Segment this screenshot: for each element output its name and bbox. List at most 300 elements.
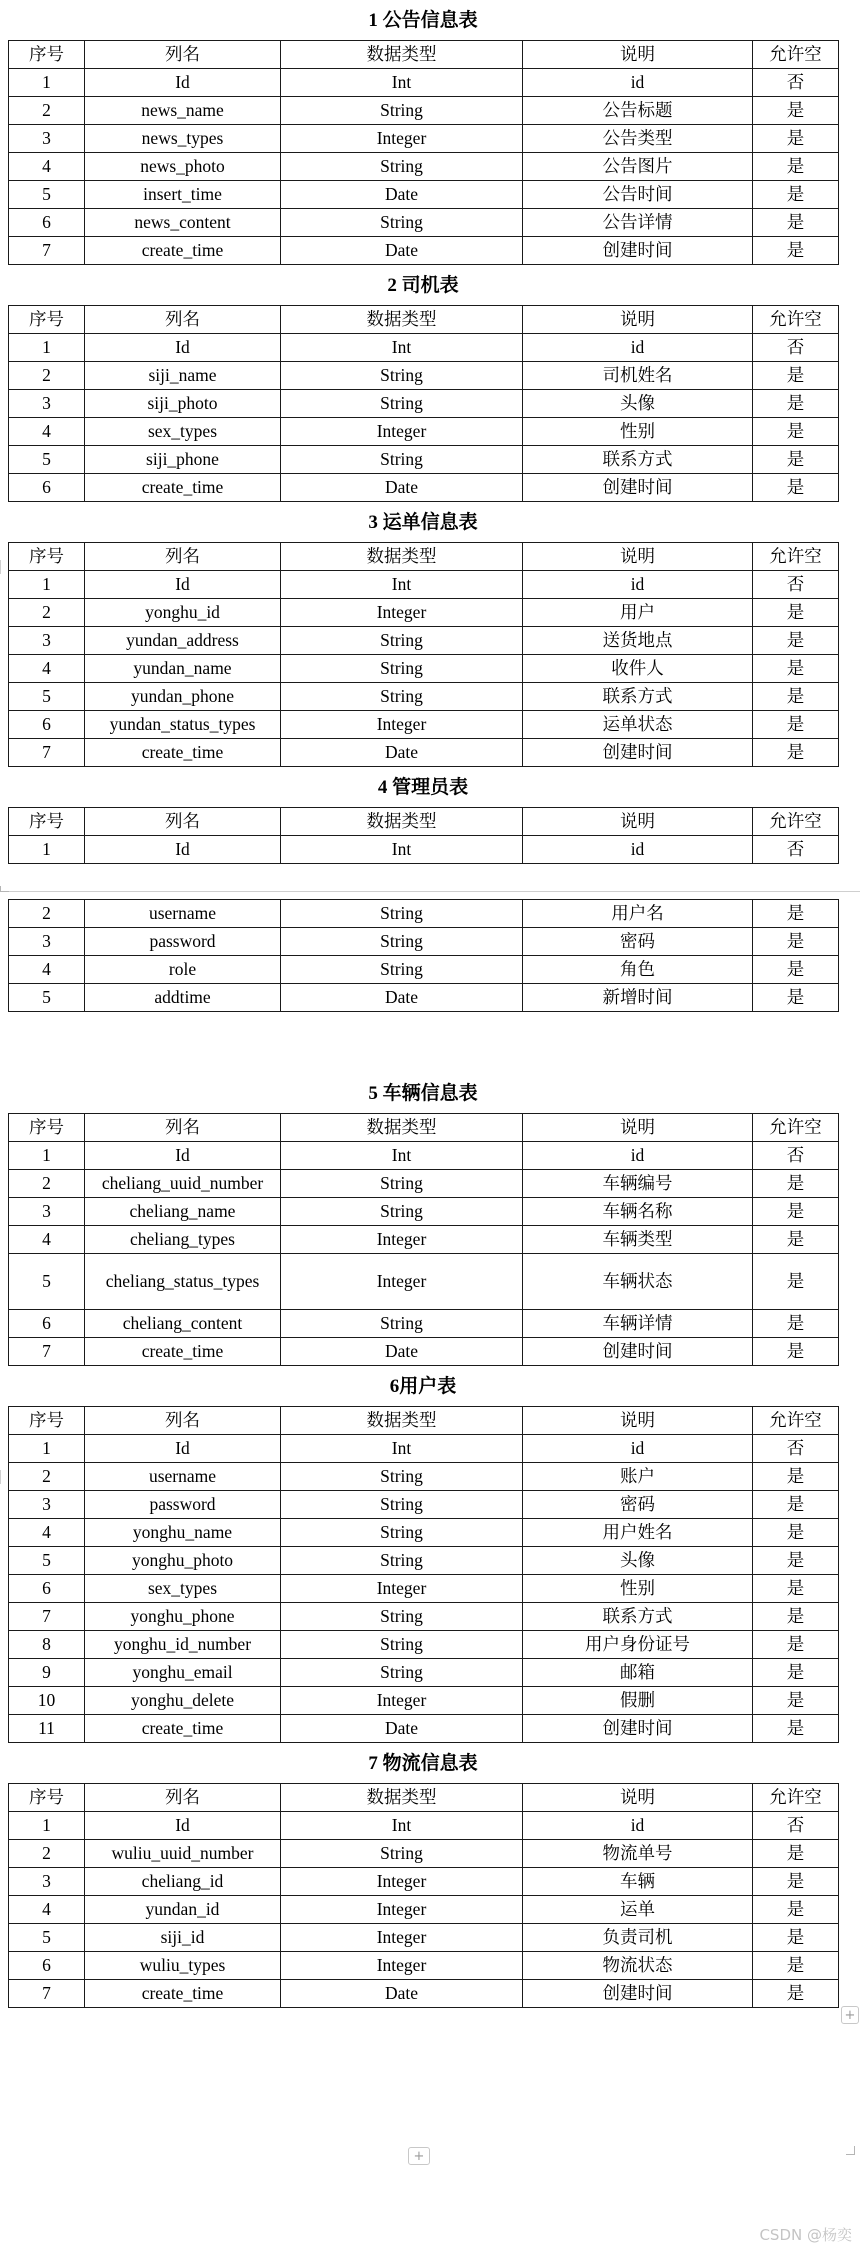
cell-no[interactable]: 4 (9, 153, 85, 181)
cell-desc[interactable]: 新增时间 (523, 984, 753, 1012)
cell-no[interactable]: 7 (9, 1980, 85, 2008)
cell-no[interactable]: 3 (9, 1198, 85, 1226)
cell-nullable[interactable]: 否 (753, 571, 839, 599)
cell-type[interactable]: String (281, 1519, 523, 1547)
cell-desc[interactable]: 创建时间 (523, 1980, 753, 2008)
spacer (8, 1012, 838, 1073)
cell-type[interactable]: Int (281, 836, 523, 864)
header-cell-column: 列名 (85, 1784, 281, 1812)
cell-column[interactable]: sex_types (85, 1575, 281, 1603)
cell-no[interactable]: 7 (9, 1603, 85, 1631)
cell-type[interactable]: Integer (281, 418, 523, 446)
cell-no[interactable]: 6 (9, 1952, 85, 1980)
table-row (9, 1575, 839, 1603)
cell-desc[interactable]: 性别 (523, 418, 753, 446)
cell-desc[interactable]: 公告类型 (523, 125, 753, 153)
cell-desc[interactable]: 物流单号 (523, 1840, 753, 1868)
cell-column[interactable]: username (85, 1463, 281, 1491)
cell-nullable[interactable]: 是 (753, 1896, 839, 1924)
cell-type[interactable]: String (281, 683, 523, 711)
cell-column[interactable]: yonghu_name (85, 1519, 281, 1547)
cell-desc[interactable]: 车辆详情 (523, 1310, 753, 1338)
cell-no[interactable]: 1 (9, 334, 85, 362)
cell-column[interactable]: Id (85, 69, 281, 97)
cell-type[interactable]: String (281, 97, 523, 125)
cell-column[interactable]: wuliu_types (85, 1952, 281, 1980)
cell-desc[interactable]: 创建时间 (523, 1338, 753, 1366)
cell-column[interactable]: yonghu_id (85, 599, 281, 627)
cell-type[interactable]: Integer (281, 1896, 523, 1924)
cell-nullable[interactable]: 是 (753, 390, 839, 418)
table-row (9, 1338, 839, 1366)
cell-column[interactable]: Id (85, 1435, 281, 1463)
cell-desc[interactable]: 车辆状态 (523, 1254, 753, 1310)
table-caption: 6用户表 (389, 1376, 457, 1397)
cell-type[interactable]: Integer (281, 1868, 523, 1896)
header-cell-nullable: 允许空 (753, 1407, 839, 1435)
cell-no[interactable]: 2 (9, 1170, 85, 1198)
cell-nullable[interactable]: 是 (753, 900, 839, 928)
cell-no[interactable]: 2 (9, 1463, 85, 1491)
cell-desc[interactable]: 性别 (523, 1575, 753, 1603)
cell-no[interactable]: 1 (9, 1142, 85, 1170)
cell-no[interactable]: 2 (9, 97, 85, 125)
cell-nullable[interactable]: 是 (753, 1491, 839, 1519)
cell-no[interactable]: 4 (9, 1519, 85, 1547)
cell-desc[interactable]: 运单状态 (523, 711, 753, 739)
cell-no[interactable]: 1 (9, 836, 85, 864)
cell-nullable[interactable]: 是 (753, 1603, 839, 1631)
cell-nullable[interactable]: 是 (753, 956, 839, 984)
cell-column[interactable]: yundan_phone (85, 683, 281, 711)
cell-column[interactable]: password (85, 928, 281, 956)
cell-type[interactable]: Date (281, 984, 523, 1012)
cell-column[interactable]: yonghu_photo (85, 1547, 281, 1575)
cell-no[interactable]: 6 (9, 711, 85, 739)
cell-desc[interactable]: 收件人 (523, 655, 753, 683)
cell-column[interactable]: Id (85, 1812, 281, 1840)
cell-no[interactable]: 2 (9, 1840, 85, 1868)
cell-desc[interactable]: 公告标题 (523, 97, 753, 125)
cell-column[interactable]: insert_time (85, 181, 281, 209)
table-header-row (9, 1784, 839, 1812)
cell-column[interactable]: cheliang_types (85, 1226, 281, 1254)
cell-type[interactable]: String (281, 1547, 523, 1575)
cell-nullable[interactable]: 是 (753, 209, 839, 237)
header-cell-column: 列名 (85, 41, 281, 69)
cell-no[interactable]: 3 (9, 390, 85, 418)
cell-no[interactable]: 1 (9, 1812, 85, 1840)
cell-no[interactable]: 2 (9, 599, 85, 627)
cell-desc[interactable]: 负责司机 (523, 1924, 753, 1952)
cell-no[interactable]: 5 (9, 984, 85, 1012)
cell-desc[interactable]: 物流状态 (523, 1952, 753, 1980)
table-row (9, 209, 839, 237)
cell-column[interactable]: Id (85, 836, 281, 864)
cell-nullable[interactable]: 是 (753, 1170, 839, 1198)
header-cell-desc: 说明 (523, 1114, 753, 1142)
cell-desc[interactable]: 车辆类型 (523, 1226, 753, 1254)
cell-nullable[interactable]: 是 (753, 1338, 839, 1366)
cell-desc[interactable]: 用户名 (523, 900, 753, 928)
table-header-row (9, 1114, 839, 1142)
table-row (9, 1952, 839, 1980)
cell-column[interactable]: yundan_name (85, 655, 281, 683)
cell-type[interactable]: String (281, 956, 523, 984)
cell-type[interactable]: String (281, 1840, 523, 1868)
cell-no[interactable]: 6 (9, 1575, 85, 1603)
cell-desc[interactable]: 创建时间 (523, 237, 753, 265)
cell-desc[interactable]: 用户 (523, 599, 753, 627)
cell-column[interactable]: create_time (85, 739, 281, 767)
cell-desc[interactable]: 联系方式 (523, 683, 753, 711)
table-row (9, 181, 839, 209)
cell-column[interactable]: news_photo (85, 153, 281, 181)
table-row (9, 956, 839, 984)
cell-nullable[interactable]: 是 (753, 1924, 839, 1952)
cell-desc[interactable]: 运单 (523, 1896, 753, 1924)
add-column-button[interactable]: + (841, 2006, 859, 2024)
cell-type[interactable]: Integer (281, 1226, 523, 1254)
page-edge-marker (0, 1470, 5, 1484)
cell-type[interactable]: Date (281, 474, 523, 502)
table-row (9, 1924, 839, 1952)
cell-no[interactable]: 4 (9, 655, 85, 683)
cell-nullable[interactable]: 是 (753, 446, 839, 474)
cell-nullable[interactable]: 是 (753, 1198, 839, 1226)
cell-type[interactable]: String (281, 390, 523, 418)
cell-type[interactable]: String (281, 900, 523, 928)
cell-no[interactable]: 5 (9, 1547, 85, 1575)
cell-desc[interactable]: id (523, 571, 753, 599)
field-table (8, 305, 839, 502)
cell-type[interactable]: Int (281, 571, 523, 599)
table-row (9, 418, 839, 446)
header-cell-no: 序号 (9, 1407, 85, 1435)
cell-type[interactable]: String (281, 1170, 523, 1198)
table-row (9, 1840, 839, 1868)
cell-desc[interactable]: 密码 (523, 928, 753, 956)
cell-no[interactable]: 3 (9, 125, 85, 153)
cell-type[interactable]: Integer (281, 1924, 523, 1952)
cell-desc[interactable]: 车辆名称 (523, 1198, 753, 1226)
cell-column[interactable]: create_time (85, 474, 281, 502)
cell-desc[interactable]: 联系方式 (523, 1603, 753, 1631)
cell-no[interactable]: 2 (9, 362, 85, 390)
cell-no[interactable]: 5 (9, 181, 85, 209)
cell-type[interactable]: Date (281, 237, 523, 265)
cell-no[interactable]: 5 (9, 1254, 85, 1310)
cell-column[interactable]: yundan_status_types (85, 711, 281, 739)
cell-nullable[interactable]: 是 (753, 1575, 839, 1603)
cell-column[interactable]: Id (85, 571, 281, 599)
cell-type[interactable]: Integer (281, 1575, 523, 1603)
cell-column[interactable]: password (85, 1491, 281, 1519)
cell-desc[interactable]: 头像 (523, 1547, 753, 1575)
cell-desc[interactable]: 头像 (523, 390, 753, 418)
cell-column[interactable]: yundan_id (85, 1896, 281, 1924)
cell-no[interactable]: 6 (9, 209, 85, 237)
cell-column[interactable]: yonghu_email (85, 1659, 281, 1687)
cell-type[interactable]: Int (281, 334, 523, 362)
cell-type[interactable]: Integer (281, 1254, 523, 1310)
cell-type[interactable]: Date (281, 1338, 523, 1366)
cell-type[interactable]: String (281, 362, 523, 390)
cell-nullable[interactable]: 是 (753, 1840, 839, 1868)
cell-nullable[interactable]: 是 (753, 984, 839, 1012)
cell-no[interactable]: 3 (9, 928, 85, 956)
table-row (9, 1659, 839, 1687)
header-cell-desc: 说明 (523, 1407, 753, 1435)
cell-desc[interactable]: id (523, 1435, 753, 1463)
cell-type[interactable]: String (281, 1198, 523, 1226)
cell-column[interactable]: Id (85, 334, 281, 362)
cell-type[interactable]: String (281, 1659, 523, 1687)
cell-column[interactable]: news_name (85, 97, 281, 125)
cell-desc[interactable]: 车辆编号 (523, 1170, 753, 1198)
cell-nullable[interactable]: 否 (753, 1142, 839, 1170)
cell-column[interactable]: cheliang_status_types (85, 1254, 281, 1310)
cell-no[interactable]: 7 (9, 739, 85, 767)
field-table (8, 1113, 839, 1366)
cell-type[interactable]: String (281, 928, 523, 956)
cell-column[interactable]: sex_types (85, 418, 281, 446)
cell-type[interactable]: String (281, 1463, 523, 1491)
cell-no[interactable]: 2 (9, 900, 85, 928)
cell-column[interactable]: create_time (85, 1980, 281, 2008)
cell-desc[interactable]: 密码 (523, 1491, 753, 1519)
cell-nullable[interactable]: 是 (753, 1463, 839, 1491)
table-caption: 2 司机表 (387, 275, 459, 296)
cell-type[interactable]: String (281, 1491, 523, 1519)
cell-no[interactable]: 7 (9, 237, 85, 265)
cell-nullable[interactable]: 是 (753, 1254, 839, 1310)
cell-type[interactable]: Integer (281, 599, 523, 627)
cell-type[interactable]: Integer (281, 125, 523, 153)
cell-nullable[interactable]: 是 (753, 97, 839, 125)
cell-desc[interactable]: 用户姓名 (523, 1519, 753, 1547)
cell-no[interactable]: 4 (9, 956, 85, 984)
cell-desc[interactable]: 公告详情 (523, 209, 753, 237)
cell-nullable[interactable]: 是 (753, 1980, 839, 2008)
cell-type[interactable]: String (281, 627, 523, 655)
header-cell-no: 序号 (9, 1114, 85, 1142)
cell-nullable[interactable]: 是 (753, 1659, 839, 1687)
cell-desc[interactable]: id (523, 1142, 753, 1170)
cell-no[interactable]: 3 (9, 627, 85, 655)
cell-no[interactable]: 10 (9, 1687, 85, 1715)
table-row (9, 928, 839, 956)
page-break (8, 864, 838, 899)
cell-nullable[interactable]: 是 (753, 928, 839, 956)
cell-type[interactable]: String (281, 209, 523, 237)
cell-no[interactable]: 6 (9, 1310, 85, 1338)
cell-no[interactable]: 4 (9, 1226, 85, 1254)
cell-type[interactable]: String (281, 655, 523, 683)
cell-nullable[interactable]: 是 (753, 1631, 839, 1659)
cell-nullable[interactable]: 是 (753, 474, 839, 502)
cell-column[interactable]: cheliang_content (85, 1310, 281, 1338)
cell-nullable[interactable]: 是 (753, 655, 839, 683)
cell-desc[interactable]: 公告图片 (523, 153, 753, 181)
cell-desc[interactable]: id (523, 69, 753, 97)
cell-no[interactable]: 5 (9, 683, 85, 711)
cell-column[interactable]: create_time (85, 1338, 281, 1366)
cell-desc[interactable]: 车辆 (523, 1868, 753, 1896)
cell-desc[interactable]: 邮箱 (523, 1659, 753, 1687)
cell-type[interactable]: String (281, 1631, 523, 1659)
header-cell-desc: 说明 (523, 808, 753, 836)
cell-column[interactable]: create_time (85, 1715, 281, 1743)
cell-desc[interactable]: 账户 (523, 1463, 753, 1491)
cell-type[interactable]: Int (281, 1142, 523, 1170)
cell-no[interactable]: 6 (9, 474, 85, 502)
cell-column[interactable]: yonghu_phone (85, 1603, 281, 1631)
cell-column[interactable]: yonghu_id_number (85, 1631, 281, 1659)
cell-type[interactable]: Date (281, 181, 523, 209)
header-cell-column: 列名 (85, 1407, 281, 1435)
cell-no[interactable]: 1 (9, 69, 85, 97)
header-cell-column: 列名 (85, 1114, 281, 1142)
cell-nullable[interactable]: 是 (753, 739, 839, 767)
cell-desc[interactable]: 司机姓名 (523, 362, 753, 390)
header-cell-no: 序号 (9, 41, 85, 69)
cell-type[interactable]: Date (281, 1980, 523, 2008)
cell-nullable[interactable]: 是 (753, 711, 839, 739)
cell-type[interactable]: Integer (281, 1952, 523, 1980)
cell-nullable[interactable]: 是 (753, 1687, 839, 1715)
cell-nullable[interactable]: 否 (753, 1812, 839, 1840)
cell-nullable[interactable]: 否 (753, 334, 839, 362)
cell-column[interactable]: role (85, 956, 281, 984)
cell-desc[interactable]: 创建时间 (523, 1715, 753, 1743)
cell-nullable[interactable]: 否 (753, 69, 839, 97)
cell-nullable[interactable]: 是 (753, 125, 839, 153)
cell-column[interactable]: yundan_address (85, 627, 281, 655)
cell-desc[interactable]: 假删 (523, 1687, 753, 1715)
cell-type[interactable]: Int (281, 1812, 523, 1840)
cell-type[interactable]: Date (281, 1715, 523, 1743)
cell-column[interactable]: create_time (85, 237, 281, 265)
cell-column[interactable]: siji_photo (85, 390, 281, 418)
cell-no[interactable]: 5 (9, 1924, 85, 1952)
cell-type[interactable]: Integer (281, 1687, 523, 1715)
cell-column[interactable]: siji_id (85, 1924, 281, 1952)
page-break-line (0, 891, 860, 892)
field-table (8, 807, 839, 864)
cell-type[interactable]: String (281, 1310, 523, 1338)
cell-nullable[interactable]: 是 (753, 362, 839, 390)
cell-no[interactable]: 7 (9, 1338, 85, 1366)
cell-nullable[interactable]: 否 (753, 1435, 839, 1463)
table-row (9, 655, 839, 683)
cell-column[interactable]: cheliang_id (85, 1868, 281, 1896)
cell-column[interactable]: wuliu_uuid_number (85, 1840, 281, 1868)
cell-desc[interactable]: id (523, 1812, 753, 1840)
cell-no[interactable]: 5 (9, 446, 85, 474)
cell-column[interactable]: news_types (85, 125, 281, 153)
header-cell-desc: 说明 (523, 1784, 753, 1812)
cell-column[interactable]: siji_phone (85, 446, 281, 474)
cell-type[interactable]: Int (281, 69, 523, 97)
table-row (9, 711, 839, 739)
cell-nullable[interactable]: 是 (753, 181, 839, 209)
cell-nullable[interactable]: 是 (753, 683, 839, 711)
cell-column[interactable]: cheliang_uuid_number (85, 1170, 281, 1198)
cell-no[interactable]: 8 (9, 1631, 85, 1659)
header-cell-no: 序号 (9, 808, 85, 836)
add-row-button[interactable]: + (408, 2147, 430, 2165)
table-row (9, 836, 839, 864)
cell-column[interactable]: siji_name (85, 362, 281, 390)
cell-desc[interactable]: id (523, 836, 753, 864)
cell-nullable[interactable]: 是 (753, 627, 839, 655)
cell-nullable[interactable]: 是 (753, 153, 839, 181)
cell-desc[interactable]: 创建时间 (523, 474, 753, 502)
cell-no[interactable]: 3 (9, 1868, 85, 1896)
cell-nullable[interactable]: 是 (753, 1226, 839, 1254)
cell-type[interactable]: String (281, 446, 523, 474)
table-resize-handle[interactable] (846, 2146, 855, 2155)
cell-desc[interactable]: 联系方式 (523, 446, 753, 474)
cell-nullable[interactable]: 是 (753, 1952, 839, 1980)
cell-column[interactable]: Id (85, 1142, 281, 1170)
cell-no[interactable]: 1 (9, 1435, 85, 1463)
cell-nullable[interactable]: 是 (753, 237, 839, 265)
table-row (9, 984, 839, 1012)
header-cell-no: 序号 (9, 1784, 85, 1812)
cell-nullable[interactable]: 是 (753, 1310, 839, 1338)
cell-desc[interactable]: 角色 (523, 956, 753, 984)
cell-nullable[interactable]: 是 (753, 1868, 839, 1896)
header-cell-nullable: 允许空 (753, 306, 839, 334)
cell-no[interactable]: 3 (9, 1491, 85, 1519)
field-table (8, 1406, 839, 1743)
cell-no[interactable]: 4 (9, 1896, 85, 1924)
cell-no[interactable]: 9 (9, 1659, 85, 1687)
cell-nullable[interactable]: 是 (753, 1519, 839, 1547)
cell-type[interactable]: Int (281, 1435, 523, 1463)
cell-column[interactable]: news_content (85, 209, 281, 237)
cell-desc[interactable]: id (523, 334, 753, 362)
cell-nullable[interactable]: 是 (753, 1547, 839, 1575)
cell-type[interactable]: Integer (281, 711, 523, 739)
cell-column[interactable]: addtime (85, 984, 281, 1012)
cell-nullable[interactable]: 否 (753, 836, 839, 864)
table-row (9, 683, 839, 711)
cell-no[interactable]: 11 (9, 1715, 85, 1743)
cell-desc[interactable]: 公告时间 (523, 181, 753, 209)
cell-nullable[interactable]: 是 (753, 418, 839, 446)
table-header-row (9, 1407, 839, 1435)
header-cell-nullable: 允许空 (753, 1114, 839, 1142)
table-header-row (9, 306, 839, 334)
cell-type[interactable]: String (281, 1603, 523, 1631)
cell-no[interactable]: 4 (9, 418, 85, 446)
cell-type[interactable]: String (281, 153, 523, 181)
cell-nullable[interactable]: 是 (753, 1715, 839, 1743)
cell-desc[interactable]: 用户身份证号 (523, 1631, 753, 1659)
header-cell-column: 列名 (85, 306, 281, 334)
cell-type[interactable]: Date (281, 739, 523, 767)
cell-column[interactable]: username (85, 900, 281, 928)
cell-no[interactable]: 1 (9, 571, 85, 599)
cell-column[interactable]: cheliang_name (85, 1198, 281, 1226)
cell-column[interactable]: yonghu_delete (85, 1687, 281, 1715)
cell-desc[interactable]: 创建时间 (523, 739, 753, 767)
cell-desc[interactable]: 送货地点 (523, 627, 753, 655)
cell-nullable[interactable]: 是 (753, 599, 839, 627)
